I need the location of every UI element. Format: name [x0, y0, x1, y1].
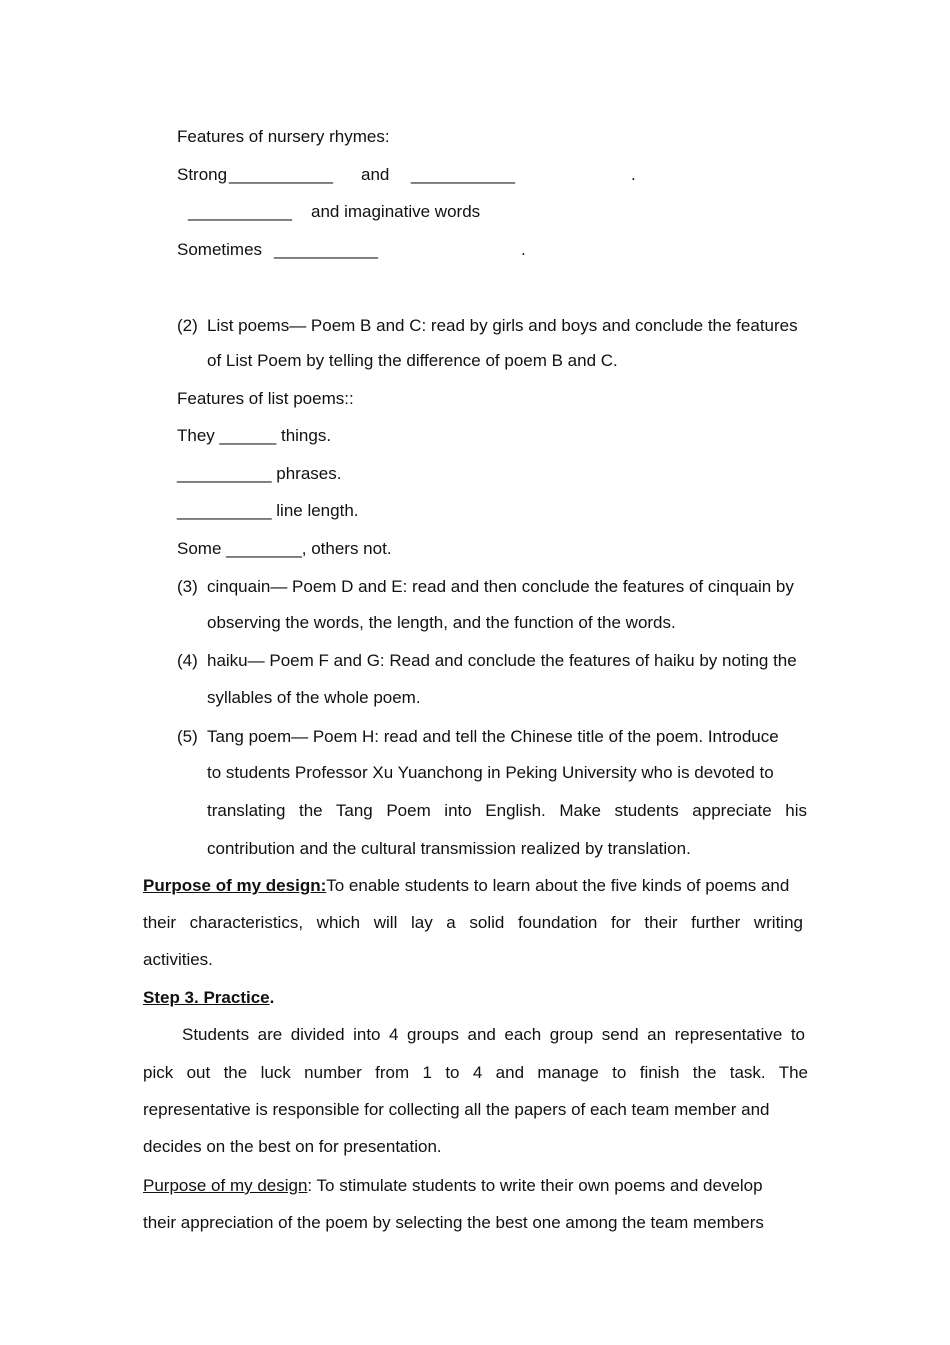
list-features-heading: Features of list poems:: — [177, 389, 354, 408]
step-3-heading-wrap — [143, 987, 274, 1009]
step-3-heading: Step 3. Practice — [143, 988, 270, 1007]
sometimes-word: Sometimes — [177, 240, 263, 259]
item-4-number: (4) — [177, 651, 198, 670]
imaginative-text: and imaginative words — [311, 202, 481, 221]
list-feature-3: __________ line length. — [177, 501, 359, 520]
nursery-heading: Features of nursery rhymes: — [177, 127, 390, 146]
item-3-number: (3) — [177, 577, 198, 596]
step-3-heading-period: . — [269, 988, 275, 1007]
purpose-2-paragraph — [143, 1175, 763, 1197]
strong-word: Strong — [177, 165, 228, 184]
strong-blank-2: ___________ — [411, 165, 516, 184]
item-4-line-1: haiku— Poem F and G: Read and conclude the features of haiku by noting the — [207, 651, 797, 670]
item-4-line-2: syllables of the whole poem. — [207, 688, 421, 707]
purpose-1-line-3: activities. — [143, 950, 213, 969]
item-5-line-4: contribution and the cultural transmission realized by translation. — [207, 839, 691, 858]
item-2-line-2: of List Poem by telling the difference of poem B and C. — [207, 351, 618, 370]
strong-blank-1: ___________ — [229, 165, 334, 184]
item-2-number: (2) — [177, 316, 198, 335]
list-feature-4: Some ________, others not. — [177, 539, 392, 558]
step-3-line-4: decides on the best on for presentation. — [143, 1137, 442, 1156]
strong-and: and — [361, 165, 390, 184]
item-5-number: (5) — [177, 727, 198, 746]
purpose-2-label: Purpose of my design — [143, 1176, 308, 1195]
item-5-line-1: Tang poem— Poem H: read and tell the Chinese title of the poem. Introduce — [207, 727, 779, 746]
item-3-line-1: cinquain— Poem D and E: read and then conclude the features of cinquain by — [207, 577, 794, 596]
item-5-line-3: translating the Tang Poem into English. Make students appreciate his — [207, 801, 807, 820]
list-feature-2: __________ phrases. — [177, 464, 342, 483]
purpose-1-label: Purpose of my design: — [143, 876, 327, 895]
item-5-line-2: to students Professor Xu Yuanchong in Peking University who is devoted to — [207, 763, 774, 782]
sometimes-blank: ___________ — [274, 240, 379, 259]
purpose-1-line-2: their characteristics, which will lay a solid foundation for their further writing — [143, 913, 803, 932]
sometimes-period: . — [521, 240, 526, 259]
purpose-1-line-1: To enable students to learn about the five kinds of poems and — [326, 876, 790, 895]
purpose-1-paragraph — [143, 875, 789, 897]
item-3-line-2: observing the words, the length, and the function of the words. — [207, 613, 676, 632]
imaginative-blank: ___________ — [188, 202, 293, 221]
list-feature-1: They ______ things. — [177, 426, 332, 445]
purpose-2-line-2: their appreciation of the poem by selecting the best one among the team members — [143, 1213, 764, 1232]
step-3-line-3: representative is responsible for collecting all the papers of each team member and — [143, 1100, 770, 1119]
step-3-line-1: Students are divided into 4 groups and each group send an representative to — [182, 1025, 805, 1044]
purpose-2-line-1: : To stimulate students to write their own poems and develop — [307, 1176, 763, 1195]
item-2-line-1: List poems— Poem B and C: read by girls and boys and conclude the features — [207, 316, 798, 335]
strong-period: . — [631, 165, 636, 184]
step-3-line-2: pick out the luck number from 1 to 4 and manage to finish the task. The — [143, 1063, 808, 1082]
